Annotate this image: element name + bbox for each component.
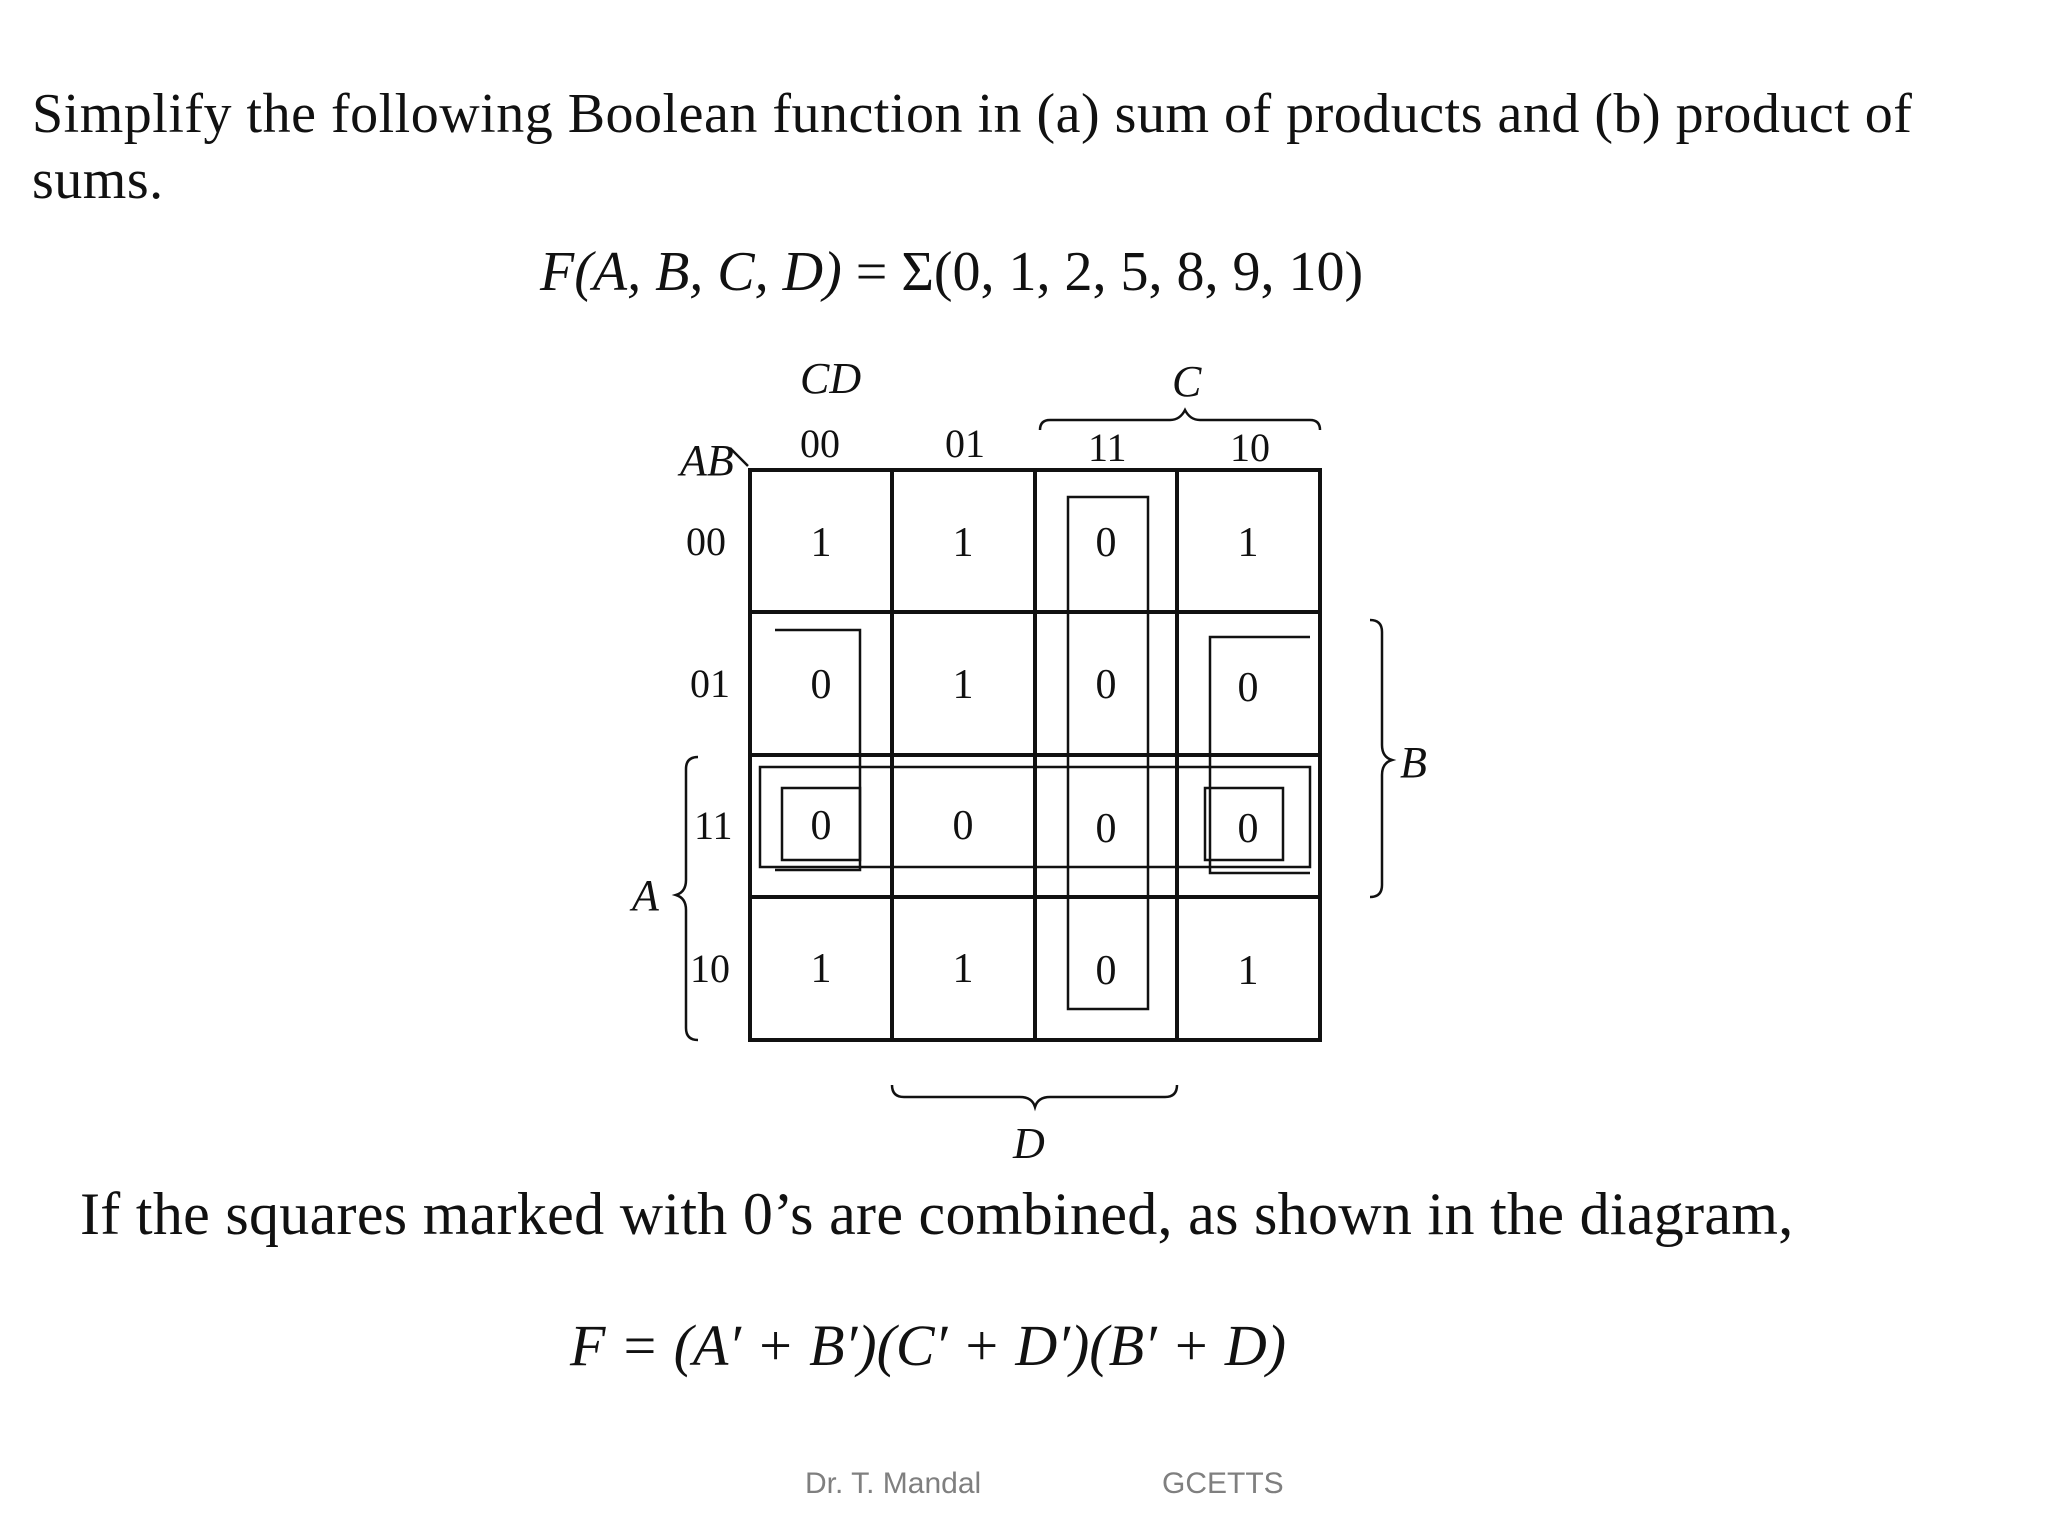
kmap-cell: 1 <box>1237 520 1259 566</box>
kmap-cell: 1 <box>952 520 974 566</box>
function-equals: = <box>841 241 902 303</box>
kmap-row-header: 10 <box>690 946 730 991</box>
kmap-var-b-label: B <box>1400 738 1427 787</box>
brace-c <box>1040 410 1320 430</box>
function-lhs: F(A, B, C, D) <box>540 241 842 303</box>
footer-author: Dr. T. Mandal <box>805 1467 982 1500</box>
kmap-cell: 0 <box>1095 948 1117 994</box>
footer-institution: GCETTS <box>1162 1467 1284 1500</box>
kmap-cell: 0 <box>952 803 974 849</box>
kmap-cell: 1 <box>952 946 974 992</box>
kmap-var-a-label: A <box>632 871 659 920</box>
brace-d <box>892 1085 1177 1107</box>
kmap-cell: 0 <box>1237 806 1259 852</box>
brace-b <box>1370 620 1392 897</box>
kmap-cell: 0 <box>1237 665 1259 711</box>
kmap-col-header: 01 <box>945 421 985 466</box>
brace-a <box>676 757 698 1040</box>
kmap-cell: 0 <box>1095 662 1117 708</box>
kmap-var-d-label: D <box>1013 1119 1045 1168</box>
kmap-cell: 1 <box>952 662 974 708</box>
kmap-cell: 0 <box>1095 520 1117 566</box>
kmap-col-header: 00 <box>800 421 840 466</box>
kmap-corner-top-label: CD <box>800 354 862 403</box>
kmap-row-header: 00 <box>686 519 726 564</box>
kmap-var-c-label: C <box>1172 357 1202 406</box>
kmap-cell: 0 <box>810 803 832 849</box>
result-formula: F = (A′ + B′)(C′ + D′)(B′ + D) <box>570 1313 1287 1378</box>
function-minterms: Σ(0, 1, 2, 5, 8, 9, 10) <box>901 241 1364 303</box>
kmap-row-header: 01 <box>690 661 730 706</box>
kmap-cell: 0 <box>810 662 832 708</box>
result-sentence: If the squares marked with 0’s are combined, as shown in the diagram, <box>80 1181 1794 1247</box>
kmap-row-header: 11 <box>694 803 733 848</box>
kmap-cell: 1 <box>1237 948 1259 994</box>
problem-statement-line2: sums. <box>32 149 164 211</box>
kmap-corner-left-label: AB <box>680 436 734 485</box>
kmap-cell: 0 <box>1095 806 1117 852</box>
kmap-cell: 1 <box>810 520 832 566</box>
problem-statement-line1: Simplify the following Boolean function in (a) sum of products and (b) product of <box>32 83 1913 145</box>
kmap-cell: 1 <box>810 946 832 992</box>
kmap-col-header: 11 <box>1088 425 1127 470</box>
kmap-col-header: 10 <box>1230 425 1270 470</box>
